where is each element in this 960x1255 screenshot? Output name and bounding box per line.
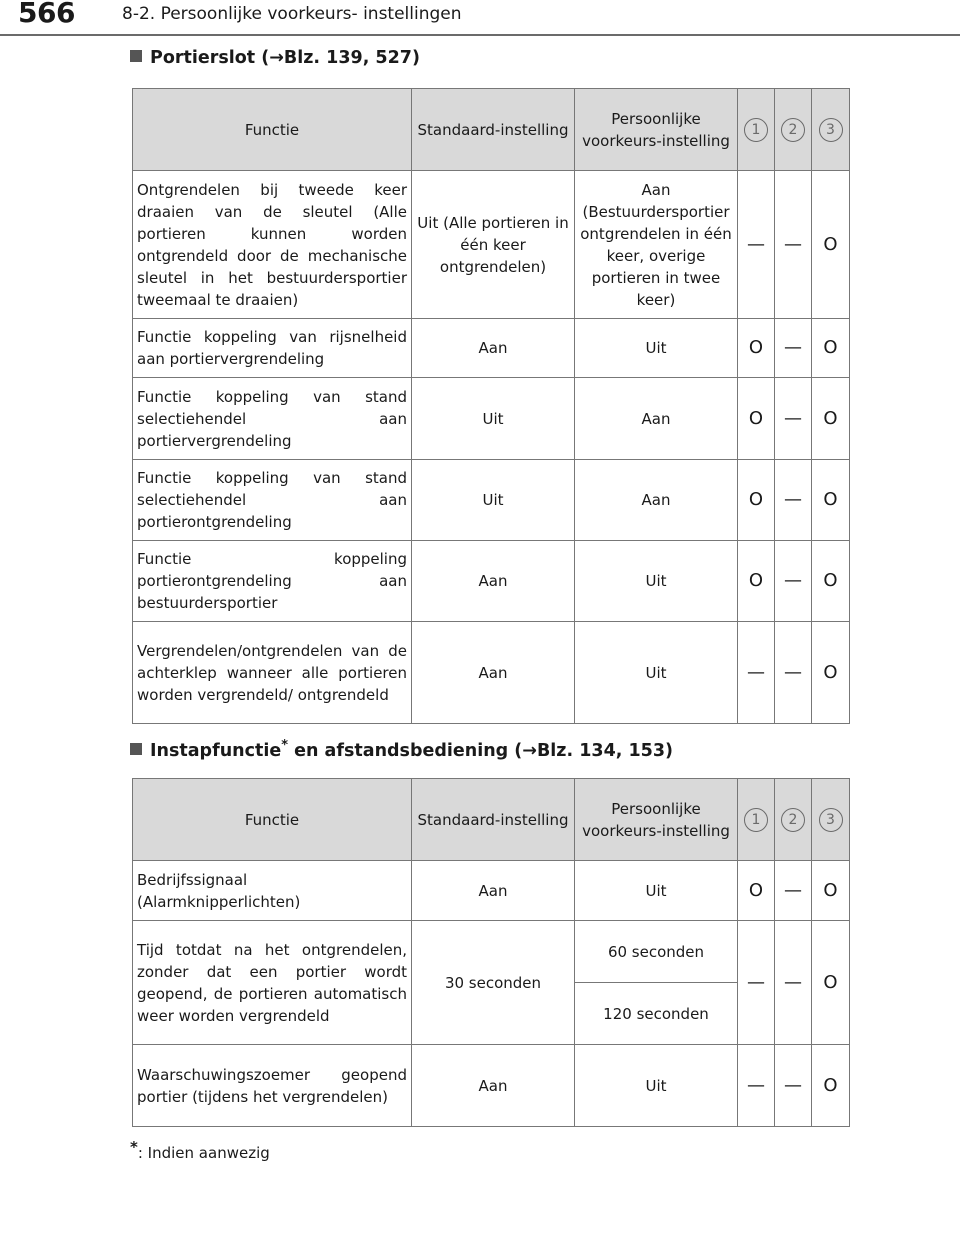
cell-custom: Uit: [575, 541, 738, 622]
cell-mark-3: O: [812, 622, 850, 724]
cell-mark-2: —: [775, 319, 812, 378]
cell-function: Functie koppeling van rijsnelheid aan portiervergrendeling: [133, 319, 412, 378]
cell-mark-1: O: [738, 541, 775, 622]
cell-mark-1: O: [738, 319, 775, 378]
circled-number-3-icon: 3: [819, 118, 843, 142]
cell-mark-2: —: [775, 861, 812, 921]
section-title-portierslot: [130, 48, 420, 68]
cell-default: Aan: [412, 1045, 575, 1127]
chapter-title: 8-2. Persoonlijke voorkeurs- instellingen: [122, 4, 462, 24]
cell-default: Aan: [412, 861, 575, 921]
header-col-3: [812, 89, 850, 171]
cell-mark-2: —: [775, 378, 812, 460]
table-header-row: [133, 779, 850, 861]
header-custom: Persoonlijke voorkeurs-instelling: [575, 89, 738, 171]
table-row: [133, 171, 850, 319]
table-row: [133, 1045, 850, 1127]
table-row: [133, 541, 850, 622]
cell-mark-1: O: [738, 460, 775, 541]
section-title-suffix: en afstandsbediening (→Blz. 134, 153): [288, 740, 674, 761]
cell-custom-option-2: 120 seconden: [575, 983, 738, 1045]
table-header-row: [133, 89, 850, 171]
cell-function: Ontgrendelen bij tweede keer draaien van de sleutel (Alle portieren kunnen worden ontgrendeld door de mechanische sleutel in het bestuurdersportier tweemaal te draaien): [133, 171, 412, 319]
cell-function: Bedrijfssignaal (Alarmknipperlichten): [133, 861, 412, 921]
cell-custom-option-1: 60 seconden: [575, 921, 738, 983]
circled-number-1-icon: 1: [744, 808, 768, 832]
cell-custom: Uit: [575, 1045, 738, 1127]
page-header: [0, 0, 960, 36]
table-row: [133, 378, 850, 460]
cell-mark-1: —: [738, 171, 775, 319]
footnote-text: : Indien aanwezig: [137, 1144, 270, 1162]
cell-custom: Uit: [575, 622, 738, 724]
cell-mark-1: O: [738, 861, 775, 921]
cell-function: Functie koppeling portierontgrendeling aan bestuurdersportier: [133, 541, 412, 622]
cell-custom: Aan: [575, 460, 738, 541]
cell-mark-1: O: [738, 378, 775, 460]
header-col-2: [775, 89, 812, 171]
table-instapfunctie: [132, 778, 850, 1127]
cell-function: Functie koppeling van stand selectiehendel aan portierontgrendeling: [133, 460, 412, 541]
square-bullet-icon: [130, 50, 142, 62]
square-bullet-icon: [130, 743, 142, 755]
cell-mark-2: —: [775, 622, 812, 724]
circled-number-3-icon: 3: [819, 808, 843, 832]
cell-mark-3: O: [812, 460, 850, 541]
cell-mark-1: —: [738, 1045, 775, 1127]
circled-number-2-icon: 2: [781, 118, 805, 142]
header-col-1: [738, 89, 775, 171]
cell-custom: Aan (Bestuurdersportier ontgrendelen in één keer, overige portieren in twee keer): [575, 171, 738, 319]
cell-default: Aan: [412, 622, 575, 724]
cell-mark-1: —: [738, 921, 775, 1045]
cell-default: Uit: [412, 378, 575, 460]
cell-custom: Uit: [575, 861, 738, 921]
table-row: [133, 460, 850, 541]
cell-mark-3: O: [812, 319, 850, 378]
cell-default: Aan: [412, 541, 575, 622]
footnote: [130, 1138, 270, 1162]
circled-number-1-icon: 1: [744, 118, 768, 142]
table-row: [133, 622, 850, 724]
section-title-instapfunctie: [130, 738, 673, 761]
cell-custom: Aan: [575, 378, 738, 460]
cell-default: Uit (Alle portieren in één keer ontgrendelen): [412, 171, 575, 319]
circled-number-2-icon: 2: [781, 808, 805, 832]
footnote-star: *: [130, 1138, 138, 1156]
header-function: Functie: [133, 779, 412, 861]
header-default: Standaard-instelling: [412, 779, 575, 861]
cell-default: Uit: [412, 460, 575, 541]
cell-default: 30 seconden: [412, 921, 575, 1045]
cell-mark-2: —: [775, 921, 812, 1045]
cell-mark-2: —: [775, 171, 812, 319]
cell-default: Aan: [412, 319, 575, 378]
cell-function: Waarschuwingszoemer geopend portier (tijdens het vergrendelen): [133, 1045, 412, 1127]
cell-mark-3: O: [812, 378, 850, 460]
table-portierslot: [132, 88, 850, 724]
section-title-text: Portierslot (→Blz. 139, 527): [150, 48, 420, 68]
header-col-1: [738, 779, 775, 861]
section-title-prefix: Instapfunctie: [150, 740, 282, 761]
cell-mark-2: —: [775, 541, 812, 622]
cell-mark-2: —: [775, 1045, 812, 1127]
cell-mark-2: —: [775, 460, 812, 541]
cell-function: Tijd totdat na het ontgrendelen, zonder dat een portier wordt geopend, de portieren automatisch weer worden vergrendeld: [133, 921, 412, 1045]
cell-mark-3: O: [812, 1045, 850, 1127]
table-row: [133, 861, 850, 921]
header-col-3: [812, 779, 850, 861]
table-row: [133, 319, 850, 378]
header-custom: Persoonlijke voorkeurs-instelling: [575, 779, 738, 861]
cell-mark-3: O: [812, 861, 850, 921]
footnote-star-marker: *: [281, 738, 289, 753]
header-function: Functie: [133, 89, 412, 171]
cell-custom: Uit: [575, 319, 738, 378]
cell-mark-3: O: [812, 541, 850, 622]
cell-mark-3: O: [812, 171, 850, 319]
header-col-2: [775, 779, 812, 861]
header-default: Standaard-instelling: [412, 89, 575, 171]
cell-mark-3: O: [812, 921, 850, 1045]
table-row: [133, 921, 850, 983]
cell-function: Vergrendelen/ontgrendelen van de achterklep wanneer alle portieren worden vergrendeld/ ontgrendeld: [133, 622, 412, 724]
page-number: 566: [18, 0, 75, 29]
cell-mark-1: —: [738, 622, 775, 724]
header-divider: [0, 34, 960, 36]
cell-function: Functie koppeling van stand selectiehendel aan portiervergrendeling: [133, 378, 412, 460]
